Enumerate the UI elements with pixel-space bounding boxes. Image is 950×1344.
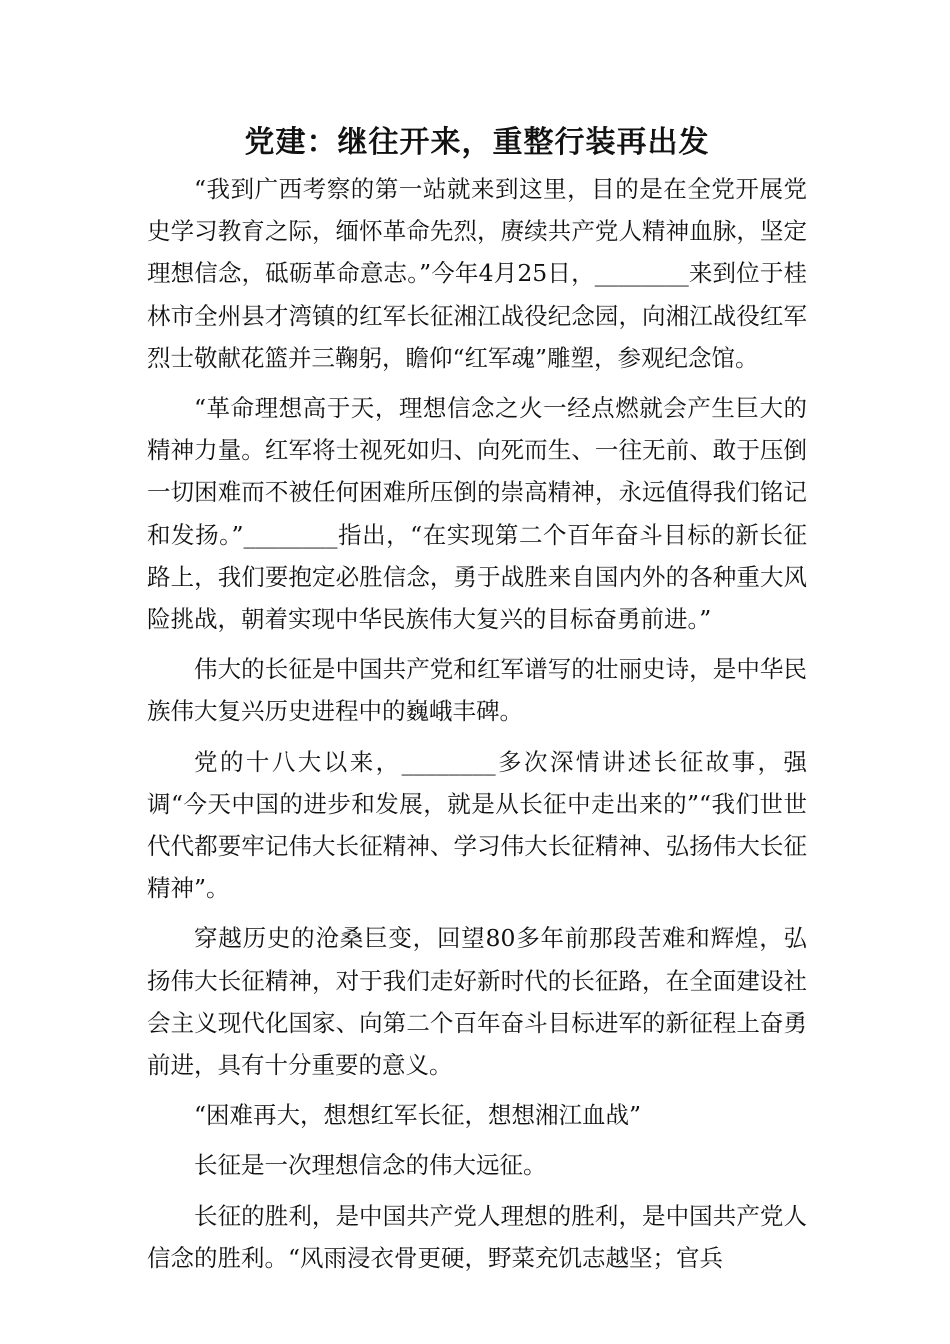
paragraph-7: 长征是一次理想信念的伟大远征。	[194, 1151, 547, 1180]
document-page	[147, 118, 807, 1279]
paragraph-5: 穿越历史的沧桑巨变，回望80多年前那段苦难和辉煌，弘扬伟大长征精神，对于我们走好新时代的长征路，在全面建设社会主义现代化国家、向第二个百年奋斗目标进军的新征程上奋勇前进，具有十分重要的意义。	[147, 924, 807, 1080]
document-title: 党建：继往开来，重整行装再出发	[244, 125, 710, 160]
paragraph-3: 伟大的长征是中国共产党和红军谱写的壮丽史诗，是中华民族伟大复兴历史进程中的巍峨丰碑。	[147, 655, 807, 726]
paragraph-8: 长征的胜利，是中国共产党人理想的胜利，是中国共产党人信念的胜利。“风雨浸衣骨更硬，野菜充饥志越坚；官兵	[147, 1201, 807, 1272]
paragraph-4: 党的十八大以来，________多次深情讲述长征故事，强调“今天中国的进步和发展，就是从长征中走出来的”“我们世世代代都要牢记伟大长征精神、学习伟大长征精神、弘扬伟大长征精神”。	[147, 747, 807, 903]
paragraph-2: “革命理想高于天，理想信念之火一经点燃就会产生巨大的精神力量。红军将士视死如归、向死而生、一往无前、敢于压倒一切困难而不被任何困难所压倒的崇高精神，永远值得我们铭记和发扬。”________指出，“在实现第二个百年奋斗目标的新长征路上，我们要抱定必胜信念，勇于战胜来自国内外的各种重大风险挑战，朝着实现中华民族伟大复兴的目标奋勇前进。”	[147, 394, 807, 634]
paragraph-6: “困难再大，想想红军长征，想想湘江血战”	[194, 1101, 642, 1130]
paragraph-1: “我到广西考察的第一站就来到这里，目的是在全党开展党史学习教育之际，缅怀革命先烈，赓续共产党人精神血脉，坚定理想信念，砥砺革命意志。”今年4月25日，________来到位于桂林市全州县才湾镇的红军长征湘江战役纪念园，向湘江战役红军烈士敬献花篮并三鞠躬，瞻仰“红军魂”雕塑，参观纪念馆。	[147, 175, 807, 372]
